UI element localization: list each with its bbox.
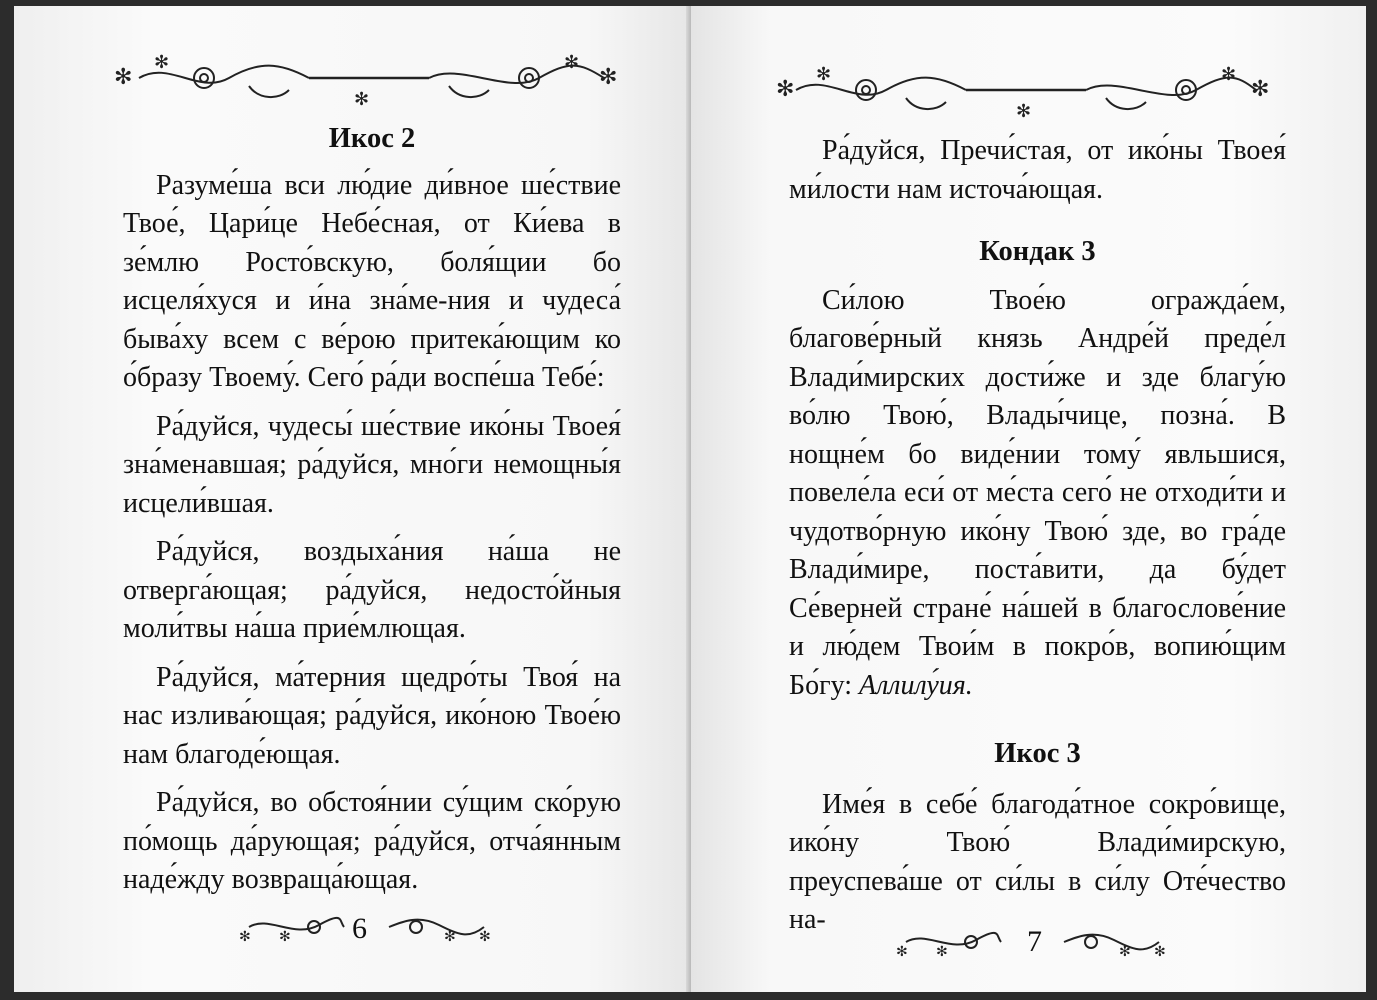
kontakion-3-paragraph [789,282,1286,706]
chairete-paragraph: Ра́дуйся, ма́терния щедро́ты Твоя́ на нас излива́ющая; ра́дуйся, ико́ною Твое́ю нам благоде́ющая. [123,661,621,770]
page-number-left: 6 [352,912,367,945]
svg-text:✻: ✻ [114,65,133,90]
svg-text:✻: ✻ [1251,77,1270,102]
floral-ornament-icon [109,50,629,110]
left-page [14,6,690,992]
ikos-3-paragraph: Име́я в себе́ благода́тное сокро́вище, ико́ну Твою́ Влади́мирскую, преуспева́ше от си́лы в си́лу Оте́чество на- [789,788,1286,935]
svg-text:✻: ✻ [896,944,908,958]
svg-text:✻: ✻ [354,89,370,110]
left-page-text [123,120,621,900]
page-number-right: 7 [1027,925,1042,958]
ikos-2-paragraph: Разуме́ша вси лю́дие ди́вное ше́ствие Твое́, Цари́це Небе́сная, от Ки́ева в зе́млю Росто́вскую, боля́щии бо исцеля́хуся и и́на зна́ме-ния и чудеса́ быва́ху всем с ве́рою притека́ющим ко о́бразу Твоему́. Сего́ ра́ди воспе́ша Тебе́: [123,169,621,393]
ikos-3-heading: Икос 3 [994,738,1081,769]
ikos-2-heading: Икос 2 [328,123,416,154]
svg-text:✻: ✻ [1221,64,1237,85]
svg-text:✻: ✻ [776,77,795,102]
right-page [691,6,1366,992]
kontakion-3-heading: Кондак 3 [979,236,1096,267]
svg-text:✻: ✻ [599,65,618,90]
right-page-text [789,132,1286,940]
svg-text:✻: ✻ [154,52,170,73]
svg-text:✻: ✻ [279,929,291,943]
svg-text:✻: ✻ [936,944,948,958]
svg-text:✻: ✻ [1016,101,1032,122]
svg-text:✻: ✻ [1119,944,1131,958]
footer-ornament-left-icon [239,911,349,943]
book-spread [14,6,1366,992]
svg-text:✻: ✻ [239,929,251,943]
floral-ornament-icon [776,62,1276,122]
footer-ornament-right-icon [1059,926,1169,958]
svg-text:✻: ✻ [1154,944,1166,958]
footer-ornament-left-icon [896,926,1006,958]
svg-text:✻: ✻ [444,929,456,943]
svg-text:✻: ✻ [479,929,491,943]
alleluia-ending: Аллилу́ия. [858,669,973,701]
svg-text:✻: ✻ [816,64,832,85]
chairete-paragraph: Ра́дуйся, Пречи́стая, от ико́ны Твоея́ ми́лости нам источа́ющая. [789,135,1286,205]
chairete-paragraph: Ра́дуйся, чудесы́ ше́ствие ико́ны Твоея́ зна́менавшая; ра́дуйся, мно́ги немощны́я исцели́вшая. [123,410,621,519]
kontakion-3-text: Си́лою Твое́ю огражда́ем, благове́рный князь Андре́й преде́л Влади́мирских дости́же и зде благу́ю во́лю Твою́, Влады́чице, позна́. В нощне́м бо виде́нии тому́ явльшися, повеле́ла еси́ от ме́ста сего́ не отходи́ти и чудотво́рную ико́ну Твою́ зде, во гра́де Влади́мире, поста́вити, да бу́дет Се́верней стране́ на́шей в благослове́ние и лю́дем Твои́м в покро́в, вопию́щим Бо́гу: [789,284,1286,701]
footer-ornament-right-icon [384,911,494,943]
svg-text:✻: ✻ [564,52,580,73]
chairete-paragraph: Ра́дуйся, во обстоя́нии су́щим ско́рую по́мощь да́рующая; ра́дуйся, отча́янным наде́жду возвраща́ющая. [123,787,621,895]
chairete-paragraph: Ра́дуйся, воздыха́ния на́ша не отверга́ющая; ра́дуйся, недосто́йныя моли́твы на́ша прие́млющая. [123,536,621,644]
